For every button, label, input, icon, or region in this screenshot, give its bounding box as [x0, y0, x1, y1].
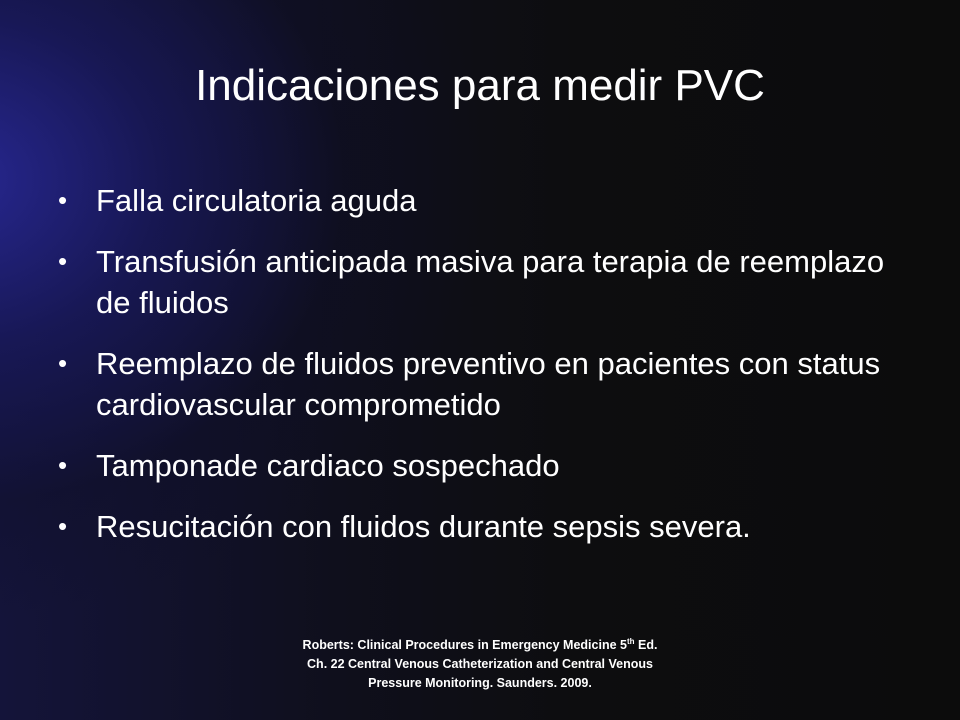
bullet-point-icon: •	[58, 450, 68, 480]
bullet-point-icon: •	[58, 348, 68, 378]
bullet-item-3	[58, 343, 908, 425]
citation-superscript: th	[626, 636, 635, 646]
bullet-item-2	[58, 241, 908, 323]
bullet-text-4: Tamponade cardiaco sospechado	[96, 448, 560, 483]
bullet-text-5: Resucitación con fluidos durante sepsis severa.	[96, 509, 751, 544]
bullet-point-icon: •	[58, 246, 68, 276]
bullet-point-icon: •	[58, 185, 68, 215]
bullet-text-1: Falla circulatoria aguda	[96, 183, 417, 218]
citation-text-end: Ed. Ch. 22 Central Venous Catheterization and Central Venous Pressure Monitoring. Saunders. 2009.	[307, 638, 658, 690]
citation-text-start: Roberts: Clinical Procedures in Emergency Medicine 5	[302, 638, 627, 652]
citation-reference	[300, 636, 660, 693]
slide-title: Indicaciones para medir PVC	[195, 61, 765, 110]
bullet-item-5	[58, 506, 908, 547]
bullet-item-1	[58, 180, 908, 221]
bullet-text-3: Reemplazo de fluidos preventivo en pacientes con status cardiovascular comprometido	[96, 346, 881, 422]
bullet-list	[58, 180, 908, 567]
bullet-item-4	[58, 445, 908, 486]
bullet-text-2: Transfusión anticipada masiva para terapia de reemplazo de fluidos	[96, 244, 885, 320]
bullet-point-icon: •	[58, 511, 68, 541]
